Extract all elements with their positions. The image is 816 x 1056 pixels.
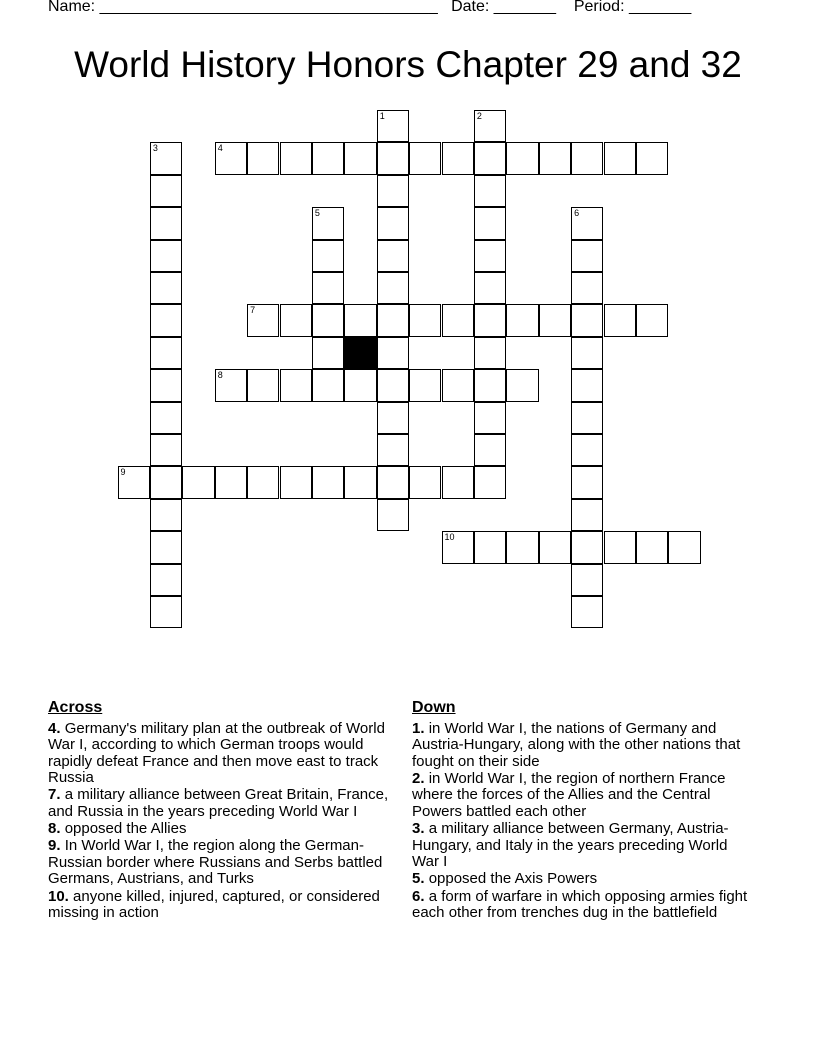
name-field-label: Name: ______________________________________ xyxy=(48,0,438,15)
crossword-cell[interactable] xyxy=(539,142,571,174)
crossword-cell[interactable] xyxy=(377,175,409,207)
crossword-cell[interactable] xyxy=(474,337,506,369)
crossword-cell[interactable] xyxy=(377,207,409,239)
crossword-cell[interactable] xyxy=(571,596,603,628)
clue-across-8: 8. opposed the Allies xyxy=(48,820,187,838)
clue-number: 2 xyxy=(476,111,482,121)
crossword-cell[interactable] xyxy=(571,434,603,466)
crossword-cell[interactable] xyxy=(377,402,409,434)
crossword-cell[interactable] xyxy=(409,466,441,498)
crossword-cell[interactable] xyxy=(280,369,312,401)
crossword-cell[interactable] xyxy=(474,207,506,239)
crossword-cell[interactable] xyxy=(571,369,603,401)
across-heading: Across xyxy=(48,699,103,716)
crossword-cell[interactable] xyxy=(442,142,474,174)
clue-number: 5 xyxy=(314,208,320,219)
crossword-cell[interactable] xyxy=(280,142,312,174)
crossword-cell[interactable] xyxy=(344,142,376,174)
crossword-cell[interactable] xyxy=(344,369,376,401)
crossword-cell[interactable] xyxy=(506,304,538,336)
crossword-cell[interactable] xyxy=(182,466,214,498)
crossword-cell[interactable] xyxy=(312,240,344,272)
down-clues xyxy=(412,700,757,922)
crossword-cell[interactable] xyxy=(312,466,344,498)
crossword-cell[interactable] xyxy=(247,369,279,401)
crossword-cell[interactable] xyxy=(150,434,182,466)
crossword-cell[interactable] xyxy=(377,499,409,531)
crossword-cell[interactable] xyxy=(571,466,603,498)
crossword-cell[interactable] xyxy=(150,564,182,596)
clue-number: 4 xyxy=(217,143,223,154)
crossword-cell[interactable] xyxy=(474,466,506,498)
crossword-cell[interactable] xyxy=(247,304,279,336)
crossword-cell[interactable] xyxy=(571,337,603,369)
clue-number: 10 xyxy=(444,532,455,543)
crossword-cell[interactable] xyxy=(312,272,344,304)
crossword-cell[interactable] xyxy=(150,175,182,207)
crossword-cell[interactable] xyxy=(571,240,603,272)
crossword-cell[interactable] xyxy=(571,499,603,531)
clue-down-5: 5. opposed the Axis Powers xyxy=(412,870,598,888)
clue-down-2: 2. in World War I, the region of northern France where the forces of the Allies and the Central Powers battled each other xyxy=(412,769,726,821)
crossword-cell[interactable] xyxy=(506,369,538,401)
clue-across-9: 9. In World War I, the region along the German-Russian border where Russians and Serbs battled Germans, Austrians, and Turks xyxy=(48,837,383,888)
crossword-cell[interactable] xyxy=(377,110,409,142)
crossword-cell[interactable] xyxy=(150,369,182,401)
crossword-cell[interactable] xyxy=(377,240,409,272)
crossword-cell[interactable] xyxy=(571,402,603,434)
clue-down-3: 3. a military alliance between Germany, Austria-Hungary, and Italy in the years preceding World War I xyxy=(412,820,729,871)
crossword-cell[interactable] xyxy=(312,207,344,239)
across-clues xyxy=(48,700,393,922)
black-square xyxy=(344,337,376,369)
crossword-cell[interactable] xyxy=(280,304,312,336)
crossword-cell[interactable] xyxy=(377,369,409,401)
crossword-cell[interactable] xyxy=(668,531,700,563)
crossword-cell[interactable] xyxy=(377,272,409,304)
crossword-cell[interactable] xyxy=(118,466,150,498)
clue-number: 3 xyxy=(152,143,158,154)
crossword-cell[interactable] xyxy=(442,369,474,401)
crossword-cell[interactable] xyxy=(150,466,182,498)
crossword-cell[interactable] xyxy=(474,304,506,336)
crossword-cell[interactable] xyxy=(604,531,636,563)
clue-number: 7 xyxy=(250,305,256,316)
clue-number: 8 xyxy=(217,370,223,381)
crossword-cell[interactable] xyxy=(344,466,376,498)
crossword-cell[interactable] xyxy=(377,337,409,369)
crossword-cell[interactable] xyxy=(150,531,182,563)
crossword-cell[interactable] xyxy=(442,531,474,563)
crossword-cell[interactable] xyxy=(474,272,506,304)
crossword-cell[interactable] xyxy=(571,142,603,174)
crossword-cell[interactable] xyxy=(377,434,409,466)
crossword-cell[interactable] xyxy=(150,499,182,531)
crossword-cell[interactable] xyxy=(409,142,441,174)
crossword-cell[interactable] xyxy=(442,466,474,498)
crossword-cell[interactable] xyxy=(247,466,279,498)
clue-down-1: 1. in World War I, the nations of Germany and Austria-Hungary, along with the other nations that fought on their side xyxy=(412,719,741,770)
crossword-cell[interactable] xyxy=(377,142,409,174)
crossword-cell[interactable] xyxy=(150,402,182,434)
crossword-cell[interactable] xyxy=(280,466,312,498)
clue-number: 6 xyxy=(574,208,580,219)
crossword-cell[interactable] xyxy=(506,531,538,563)
crossword-cell[interactable] xyxy=(636,531,668,563)
crossword-cell[interactable] xyxy=(474,531,506,563)
crossword-cell[interactable] xyxy=(215,142,247,174)
crossword-cell[interactable] xyxy=(571,272,603,304)
period-field-label: Period: _______ xyxy=(573,0,692,15)
crossword-cell[interactable] xyxy=(474,434,506,466)
down-heading: Down xyxy=(412,699,456,716)
crossword-cell[interactable] xyxy=(571,531,603,563)
crossword-cell[interactable] xyxy=(474,402,506,434)
crossword-cell[interactable] xyxy=(539,531,571,563)
date-field-label: Date: _______ xyxy=(451,0,557,15)
crossword-cell[interactable] xyxy=(539,304,571,336)
crossword-cell[interactable] xyxy=(442,304,474,336)
crossword-cell[interactable] xyxy=(150,207,182,239)
clue-across-10: 10. anyone killed, injured, captured, or considered missing in action xyxy=(48,887,380,922)
crossword-cell[interactable] xyxy=(474,142,506,174)
crossword-cell[interactable] xyxy=(247,142,279,174)
crossword-cell[interactable] xyxy=(150,337,182,369)
crossword-cell[interactable] xyxy=(571,207,603,239)
crossword-cell[interactable] xyxy=(409,369,441,401)
crossword-cell[interactable] xyxy=(312,304,344,336)
crossword-cell[interactable] xyxy=(150,304,182,336)
clue-number: 1 xyxy=(379,111,385,121)
crossword-cell[interactable] xyxy=(474,240,506,272)
crossword-cell[interactable] xyxy=(377,304,409,336)
clue-down-6: 6. a form of warfare in which opposing armies fight each other from trenches dug in the battlefield xyxy=(412,887,748,922)
crossword-cell[interactable] xyxy=(215,369,247,401)
clue-across-7: 7. a military alliance between Great Britain, France, and Russia in the years preceding World War I xyxy=(48,786,389,821)
crossword-cell[interactable] xyxy=(636,304,668,336)
crossword-cell[interactable] xyxy=(150,142,182,174)
crossword-cell[interactable] xyxy=(150,272,182,304)
crossword-cell[interactable] xyxy=(150,596,182,628)
crossword-cell[interactable] xyxy=(604,142,636,174)
crossword-cell[interactable] xyxy=(636,142,668,174)
crossword-cell[interactable] xyxy=(571,564,603,596)
crossword-cell[interactable] xyxy=(150,240,182,272)
clue-across-4: 4. Germany's military plan at the outbreak of World War I, according to which German troops would rapidly defeat France and then move east to track Russia xyxy=(48,719,385,787)
crossword-cell[interactable] xyxy=(474,110,506,142)
crossword-cell[interactable] xyxy=(474,175,506,207)
crossword-cell[interactable] xyxy=(312,142,344,174)
crossword-cell[interactable] xyxy=(571,304,603,336)
crossword-cell[interactable] xyxy=(409,304,441,336)
crossword-cell[interactable] xyxy=(312,337,344,369)
crossword-cell[interactable] xyxy=(506,142,538,174)
crossword-cell[interactable] xyxy=(604,304,636,336)
page-title: World History Honors Chapter 29 and 32 xyxy=(74,44,742,85)
crossword-cell[interactable] xyxy=(344,304,376,336)
crossword-cell[interactable] xyxy=(377,466,409,498)
crossword-cell[interactable] xyxy=(312,369,344,401)
crossword-cell[interactable] xyxy=(474,369,506,401)
crossword-cell[interactable] xyxy=(215,466,247,498)
clue-number: 9 xyxy=(120,467,126,478)
